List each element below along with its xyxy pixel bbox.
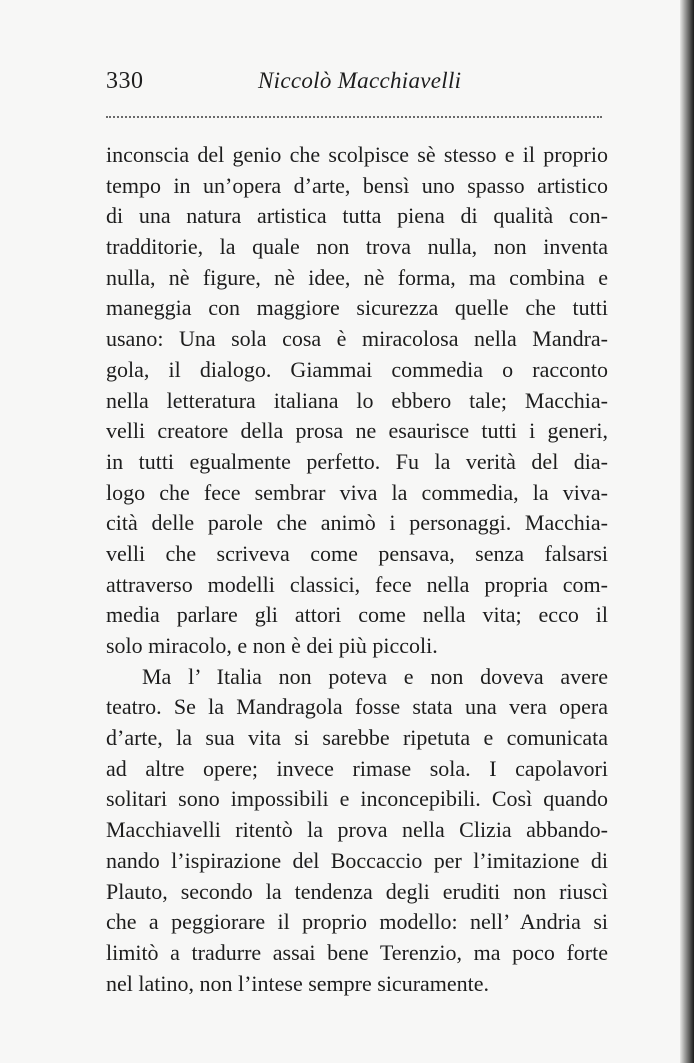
- text-line: nel latino, non l’intese sempre sicuramente.: [106, 970, 490, 996]
- text-line: solitari sono impossibili e inconcepibili. Così quando: [106, 786, 608, 812]
- header-rule: [106, 116, 602, 118]
- text-line: usano: Una sola cosa è miracolosa nella Mandra-: [106, 326, 608, 352]
- page-edge-shadow: [680, 0, 694, 1063]
- text-line: maneggia con maggiore sicurezza quelle che tutti: [106, 295, 608, 321]
- text-line: di una natura artistica tutta piena di qualità con-: [106, 203, 608, 229]
- text-line: cità delle parole che animò i personaggi. Macchia-: [106, 510, 608, 536]
- text-line: solo miracolo, e non è dei più piccoli.: [106, 633, 438, 658]
- text-line: teatro. Se la Mandragola fosse stata una vera opera: [106, 694, 608, 720]
- text-line: tradditorie, la quale non trova nulla, non inventa: [106, 234, 608, 260]
- text-line: limitò a tradurre assai bene Terenzio, ma poco forte: [106, 939, 608, 965]
- body-text: [106, 140, 608, 999]
- text-line: media parlare gli attori come nella vita; ecco il: [106, 602, 608, 628]
- text-line: Macchiavelli ritentò la prova nella Clizia abbando-: [106, 817, 608, 843]
- text-line: nando l’ispirazione del Boccaccio per l’imitazione di: [106, 847, 608, 873]
- text-line: Ma l’ Italia non poteva e non doveva avere: [142, 663, 608, 689]
- text-line: ad altre opere; invece rimase sola. I capolavori: [106, 755, 608, 781]
- text-line: attraverso modelli classici, fece nella propria com-: [106, 571, 608, 597]
- running-head: Niccolò Macchiavelli: [258, 68, 462, 93]
- text-line: Plauto, secondo la tendenza degli eruditi non riuscì: [106, 878, 608, 904]
- paragraph-1: [106, 140, 608, 662]
- text-line: nulla, nè figure, nè idee, nè forma, ma combina e: [106, 264, 608, 290]
- text-line: velli che scriveva come pensava, senza falsarsi: [106, 540, 608, 566]
- text-line: inconscia del genio che scolpisce sè stesso e il proprio: [106, 142, 608, 167]
- paragraph-2: [106, 662, 608, 1000]
- text-line: tempo in un’opera d’arte, bensì uno spasso artistico: [106, 172, 608, 198]
- text-line: d’arte, la sua vita si sarebbe ripetuta e comunicata: [106, 725, 608, 751]
- text-line: in tutti egualmente perfetto. Fu la verità del dia-: [106, 448, 608, 474]
- text-line: logo che fece sembrar viva la commedia, la viva-: [106, 479, 608, 505]
- text-line: gola, il dialogo. Giammai commedia o racconto: [106, 356, 608, 382]
- page-number: 330: [106, 68, 144, 94]
- text-line: nella letteratura italiana lo ebbero tale; Macchia-: [106, 387, 608, 413]
- page-header: [106, 68, 602, 104]
- text-line: velli creatore della prosa ne esaurisce tutti i generi,: [106, 418, 608, 444]
- text-line: che a peggiorare il proprio modello: nell’ Andria si: [106, 909, 608, 935]
